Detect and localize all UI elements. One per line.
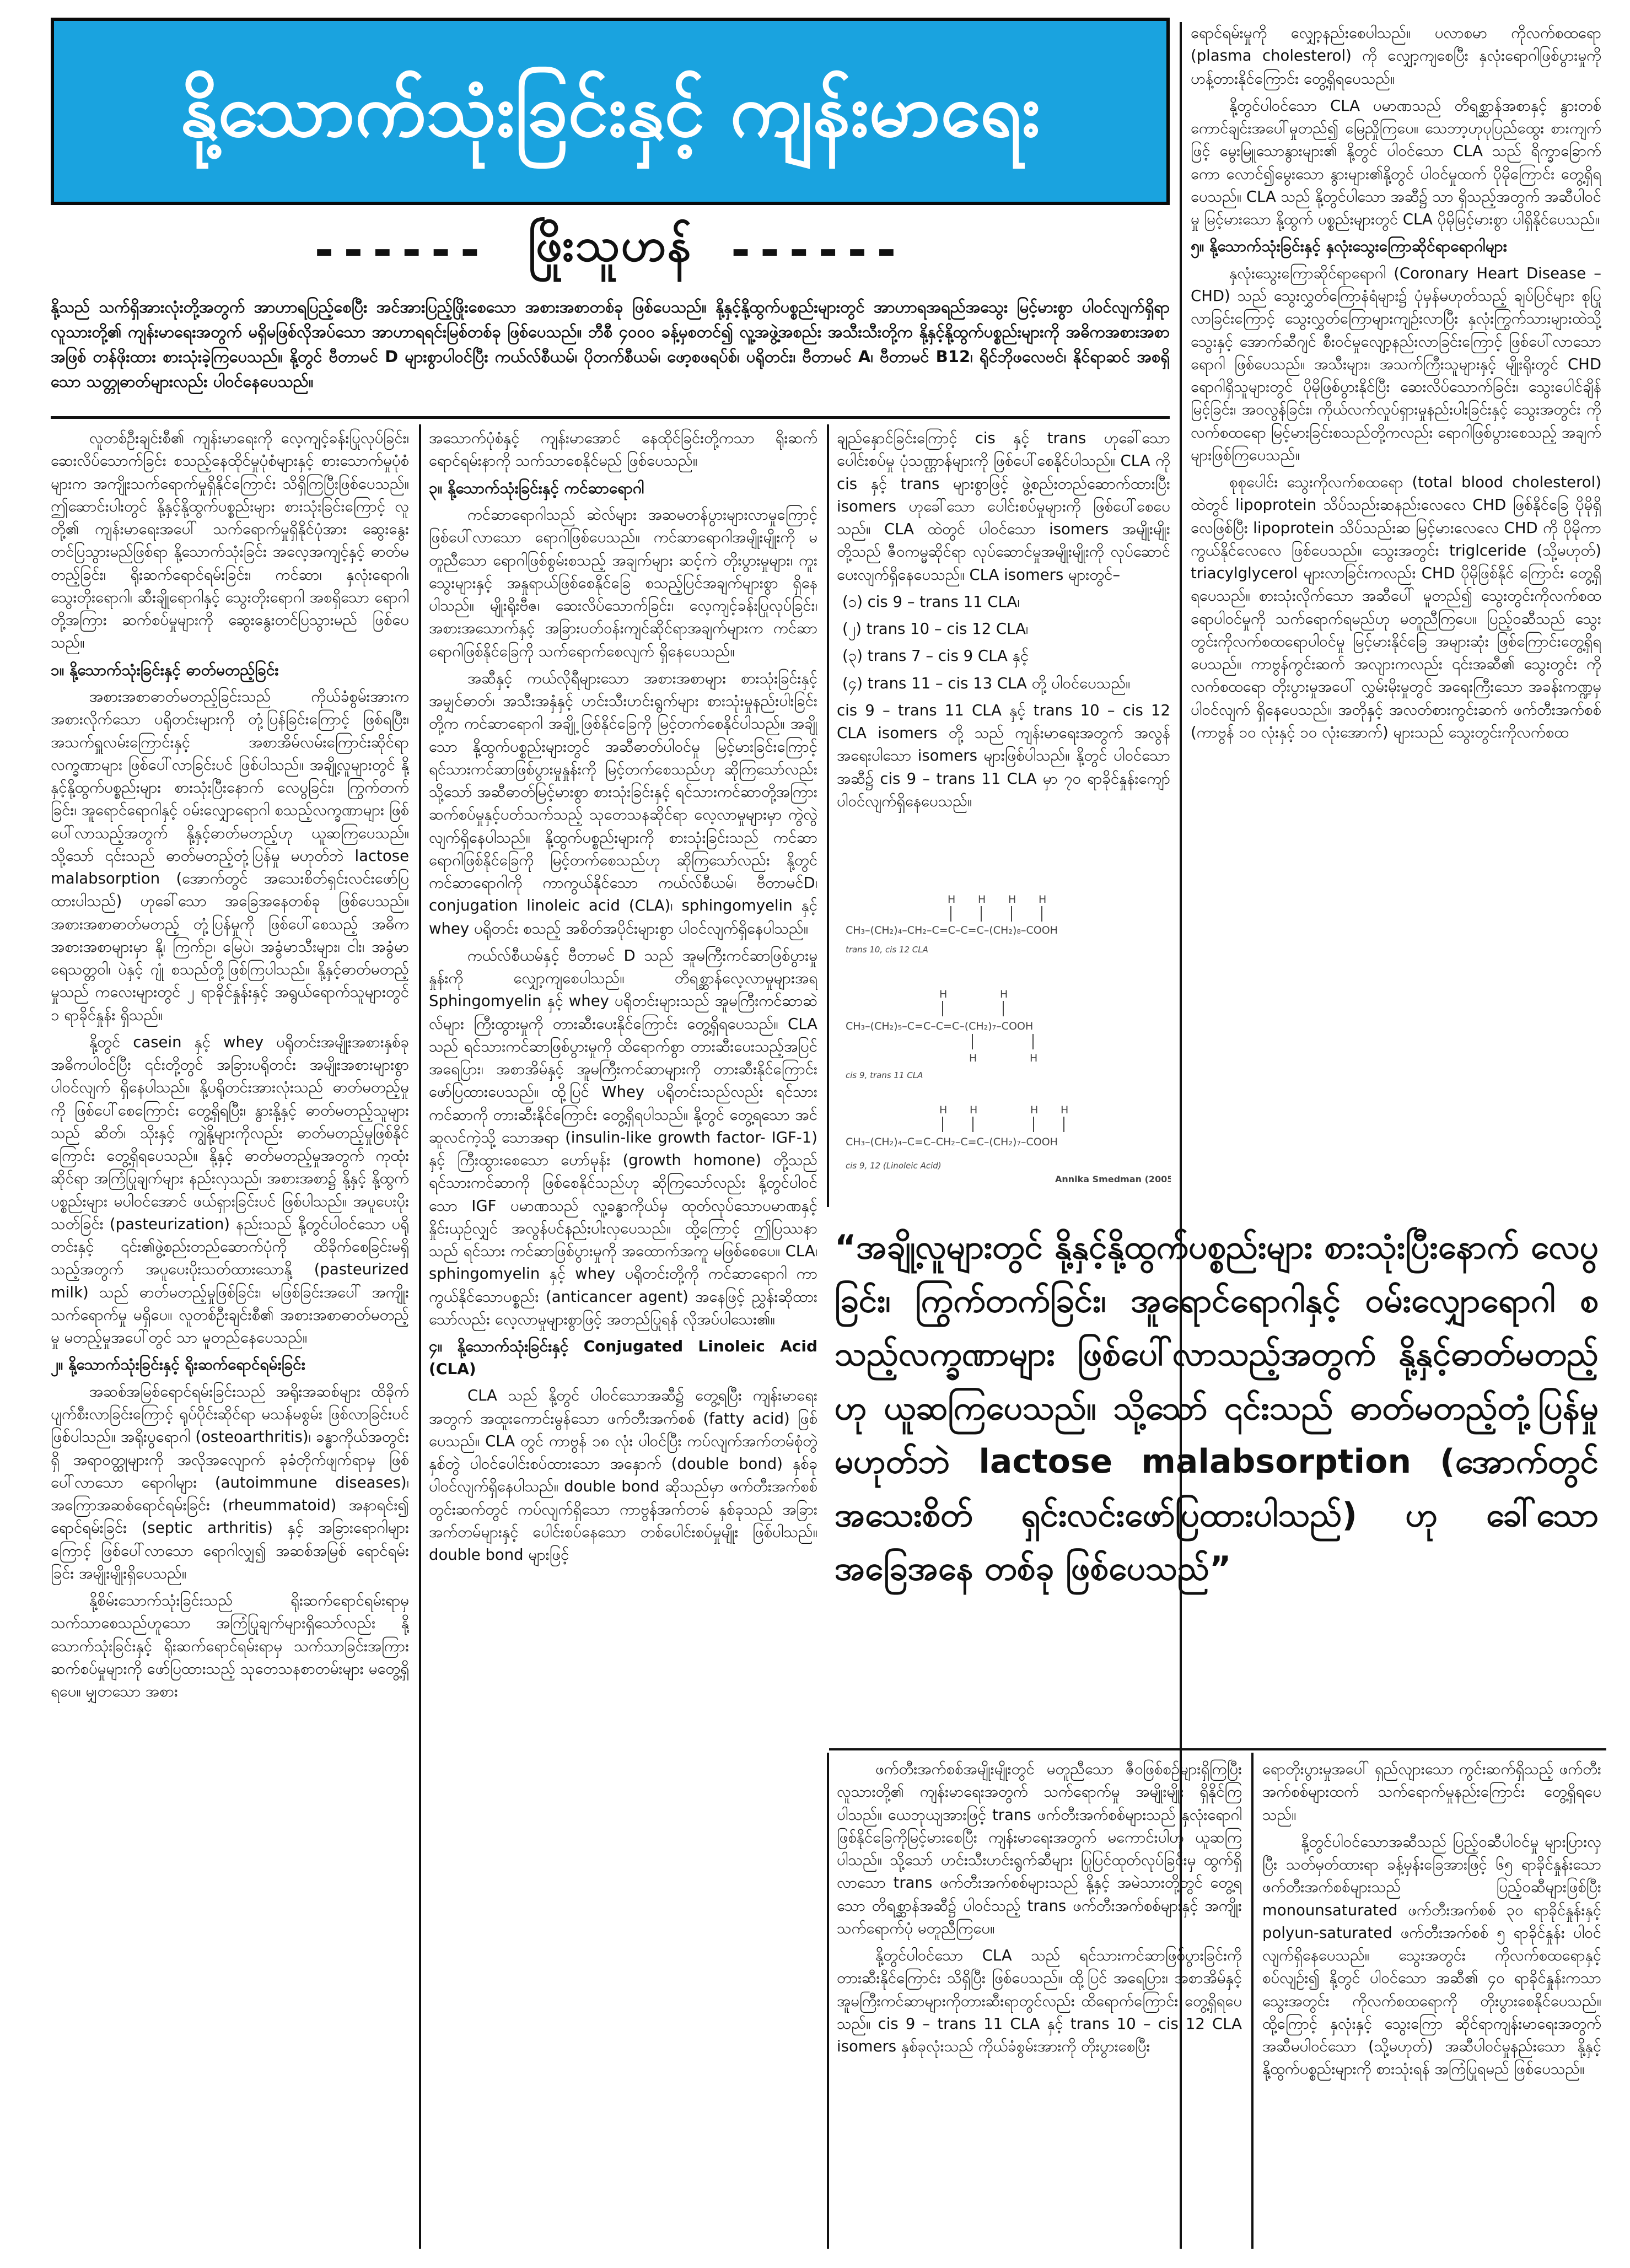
byline-dashes-left: ------ xyxy=(314,223,489,277)
col2-paragraph-4: ကယ်လ်စီယမ်နှင့် ဗီတာမင် D သည် အူမကြီးကင်ဆာဖြစ်ပွားမှုနှုန်းကို လျှော့ကျစေပါသည်။ တိရစ္ဆာန်လေ့လာမှုများအရ Sphingomyelin နှင့် whey ပရိုတင်းများသည် အူမကြီးကင်ဆာဆဲလ်များ ကြီးထွားမှုကို တားဆီးပေးနိုင်ကြောင်း တွေ့ရှိရပေသည်။ CLA သည် ရင်သားကင်ဆာဖြစ်ပွားမှုကို ထိရောက်စွာ တားဆီးပေးသည့်အပြင် အရေပြား၊ အစာအိမ်နှင့် အူမကြီးကင်ဆာများကို တားဆီးနိုင်ကြောင်း ဖော်ပြထားပေသည်။ ထို့ပြင် Whey ပရိုတင်းသည်လည်း ရင်သားကင်ဆာကို တားဆီးနိုင်ကြောင်း တွေ့ရှိရပါသည်။ နို့တွင် တွေ့ရသော အင်ဆူလင်ကဲ့သို့ သောအရာ (insulin-like growth factor- IGF-1) နှင့် ကြီးထွားစေသော ဟော်မုန်း (growth homone) တို့သည် ရင်သားကင်ဆာကို ဖြစ်စေနိုင်သည်ဟု ဆိုကြသော်လည်း နို့တွင်ပါဝင်သော IGF ပမာဏသည် လူ့ခန္ဓာကိုယ်မှ ထုတ်လုပ်သောပမာဏနှင့် နှိုင်းယှဉ်လျှင် အလွန်ပင်နည်းပါးလှပေသည်။ ထို့ကြောင့် ဤပြဿနာသည် ရင်သား ကင်ဆာဖြစ်ပွားမှုကို အထောက်အကူ မဖြစ်စေပေ။ CLA၊ sphingomyelin နှင့် whey ပရိုတင်းတို့ကို ကင်ဆာရောဂါ ကာကွယ်နိုင်သောပစ္စည်း (anticancer agent) အနေဖြင့် ညွှန်းဆိုထားသော်လည်း လေ့လာမှုများစွာဖြင့် အတည်ပြုရန် လိုအပ်ပါသေး၏။ xyxy=(429,946,817,1328)
svg-text:H: H xyxy=(970,1104,978,1116)
bottom4-paragraph-1: ရောတိုးပွားမှုအပေါ် ရှည်လျားသော ကွင်းဆက်ရှိသည့် ဖက်တီးအက်စစ်များထက် သက်ရောက်မှုနည်းကြောင်း တွေ့ရှိရပေသည်။ xyxy=(1262,1760,1601,1824)
col4-paragraph-2: နို့တွင်ပါဝင်သော CLA ပမာဏသည် တိရစ္ဆာန်အစာနှင့် နွားတစ်ကောင်ချင်းအပေါ်မှုတည်၍ မြေညှိုကြပေ။ သေဘာ့ဟုပုပြည်ထွေး စားကျက်ဖြင့် မွေးမြူသောနွားများ၏ နို့တွင် ပါဝင်သော CLA သည် ရိက္ခာခြောက်ကော လောင်၍မွေးသော နွားများ၏နို့တွင် ပါဝင်မှုထက် ပိုမိုကြောင်း တွေ့ရှိရပေသည်။ CLA သည် နို့တွင်ပါသော အဆီ၌ သာ ရှိသည့်အတွက် အဆီပါဝင်မှု မြင့်မားသော နို့ထွက် ပစ္စည်းများတွင် CLA ပိုမိုမြင့်မားစွာ ပါရှိနိုင်ပေသည်။ xyxy=(1191,96,1601,228)
section-heading-1: ၁။ နို့သောက်သုံးခြင်းနှင့် ဓာတ်မတည့်ခြင်း xyxy=(51,660,279,679)
col2-paragraph-2: ကင်ဆာရောဂါသည် ဆဲလ်များ အဆမတန်ပွားများလာမှုကြောင့် ဖြစ်ပေါ်လာသော ရောဂါဖြစ်ပေသည်။ ကင်ဆာရောဂါအမျိုးမျိုးကို မတူညီသော ရောဂါဖြစ်စွမ်းစသည့် အချက်များ ဆင့်ကဲ တိုးပွားမှုများ၊ ကူးသွေးများနှင့် အနှုရာယ်ဖြစ်စေနိုင်ခြေ စသည့်ပြင်အချက်များစွာ ရှိနေပါသည်။ မျိုးရိုးဗီဇ၊ ဆေးလိပ်သောက်ခြင်း၊ လေ့ကျင့်ခန်းပြုလုပ်ခြင်း၊ အစားအသောက်နှင့် အခြားပတ်ဝန်းကျင်ဆိုင်ရာအချက်များက ကင်ဆာရောဂါဖြစ်နိုင်ခြေကို သက်ရောက်စေလျက် ရှိနေပေသည်။ xyxy=(429,506,817,660)
column-3 xyxy=(837,427,1170,879)
svg-text:H: H xyxy=(978,893,986,906)
isomer-list-item: (၄) trans 11 – cis 13 CLA တို့ ပါဝင်ပေသည်။ xyxy=(842,674,1131,692)
formula-trans10-cis12: CH₃–(CH₂)₄–CH₂–C=C–C=C–(CH₂)₈–COOH xyxy=(846,924,1058,936)
svg-text:H: H xyxy=(939,988,948,1000)
col2-paragraph-1: အသောက်ပုံစံနှင့် ကျန်းမာအောင် နေထိုင်ခြင်းတို့ကသာ ရိုးဆက်ရောင်ရမ်းနာကို သက်သာစေနိုင်မည် ဖြစ်ပေသည်။ xyxy=(429,429,817,470)
formula-label-1: trans 10, cis 12 CLA xyxy=(846,945,928,955)
col2-paragraph-3: အဆီနှင့် ကယ်လိုရီများသော အစားအစာများ စားသုံးခြင်းနှင့် အမျှင်ဓာတ်၊ အသီးအနှံနှင့် ဟင်းသီးဟင်းရွက်များ စားသုံးမှုနည်းပါးခြင်းတို့က ကင်ဆာရောဂါ အချို့ ဖြစ်နိုင်ခြေကို မြင့်တက်စေနိုင်ပါသည်။ အချို့သော နို့ထွက်ပစ္စည်းများတွင် အဆီဓာတ်ပါဝင်မှု မြင့်မားခြင်းကြောင့် ရင်သားကင်ဆာဖြစ်ပွားမှုနှုန်းကို မြင့်တက်စေသည်ဟု ဆိုကြသော်လည်း သို့သော် အဆီဓာတ်မြင့်မားစွာ စားသုံးခြင်းနှင့် ရင်သားကင်ဆာတို့အကြား ဆက်စပ်မှုနှင့်ပတ်သက်သည့် သုတေသနဆိုင်ရာ လေ့လာမှုများမှာ ကွဲလွဲလျက်ရှိနေပါသည်။ နို့ထွက်ပစ္စည်းများကို စားသုံးခြင်းသည် ကင်ဆာရောဂါဖြစ်နိုင်ခြေကို မြင့်တက်စေသည်ဟု ဆိုကြသော်လည်း နို့တွင် ကင်ဆာရောဂါကို ကာကွယ်နိုင်သော ကယ်လ်စီယမ်၊ ဗီတာမင်D၊ conjugation linoleic acid (CLA)၊ sphingomyelin နှင့် whey ပရိုတင်း စသည့် အစိတ်အပိုင်းများစွာ ပါဝင်လျက်ရှိနေပါသည်။ xyxy=(429,669,817,938)
col3-paragraph-2: cis 9 – trans 11 CLA နှင့် trans 10 – cis 12 CLA isomers တို့ သည် ကျန်းမာရေးအတွက် အလွန်အရေးပါသော isomers များဖြစ်ပါသည်။ နို့တွင် ပါဝင်သောအဆီ၌ cis 9 – trans 11 CLA မှာ ၇၀ ရာခိုင်နှုန်းကျော်ပါဝင်လျက်ရှိနေပေသည်။ xyxy=(837,701,1170,810)
col4-paragraph-4: စုစုပေါင်း သွေးကိုလက်စထရော (total blood cholesterol) ထဲတွင် lipoprotein သိပ်သည်းဆနည်းလေလေ CHD ဖြစ်နိုင်ခြေ ပိုမိုရှိလေဖြစ်ပြီး lipoprotein သိပ်သည်းဆ မြင့်မားလေလေ CHD ကို ပိုမိုကာကွယ်နိုင်လေလေ ဖြစ်ပေသည်။ သွေးအတွင်း triglceride (သို့မဟုတ်) triacylglycerol များလာခြင်းကလည်း CHD ပိုမိုဖြစ်နိုင် ကြောင်း တွေ့ရှိရပေသည်။ စားသုံးလိုက်သော အဆီပေါ် မူတည်၍ သွေးတွင်းကိုလက်စထရောပါဝင်မှုကို သက်ရောက်ရမည်ဟု မတူညီကြပေ။ ပြည့်ဝဆီသည် သွေးတွင်းကိုလက်စထရောပါဝင်မှု မြင့်မားနိုင်ခြေ အများဆုံး ဖြစ်ကြောင်းတွေ့ရှိရပေသည်။ ကာဗွန်ကွင်းဆက် အလျားကလည်း ၎င်းအဆီ၏ သွေးတွင်း ကိုလက်စထရော တိုးပွားမှုအပေါ် လွှမ်းမိုးမှုတွင် အရေးကြီးသော အခန်းကဏ္ဍမှ ပါဝင်လျက် ရှိနေပေသည်။ အတိုနှင့် အလတ်စားကွင်းဆက် ဖက်တီးအက်စစ် (ကာဗွန် ၁၀ လုံးနှင့် ၁၀ လုံးအောက်) များသည် သွေးတွင်းကိုလက်စထ xyxy=(1191,473,1601,741)
col1-paragraph-2: အစားအစာဓာတ်မတည့်ခြင်းသည် ကိုယ်ခံစွမ်းအားက အစားလိုက်သော ပရိုတင်းများကို တုံ့ပြန်ခြင်းကြောင့် ဖြစ်ရပြီး၊ အသက်ရှူလမ်းကြောင်းနှင့် အစာအိမ်လမ်းကြောင်းဆိုင်ရာ လက္ခဏာများ ဖြစ်ပေါ်လာခြင်းပင် ဖြစ်ပါသည်။ အချို့လူများတွင် နို့နှင့်နို့ထွက်ပစ္စည်းများ စားသုံးပြီးနောက် လေပွခြင်း၊ ကြွက်တက်ခြင်း၊ အူရောင်ရောဂါနှင့် ဝမ်းလျှောရောဂါ စသည့်လက္ခဏာများ ဖြစ်ပေါ်လာသည့်အတွက် နို့နှင့်ဓာတ်မတည့်ဟု ယူဆကြပေသည်။ သို့သော် ၎င်းသည် ဓာတ်မတည့်တုံ့ပြန်မှု မဟုတ်ဘဲ lactose malabsorption (အောက်တွင် အသေးစိတ်ရှင်းလင်းဖော်ပြထားပါသည်) ဟုခေါ်သော အခြေအနေတစ်ခု ဖြစ်ပေသည်။ အစားအစာဓာတ်မတည့် တုံ့ပြန်မှုကို ဖြစ်ပေါ်စေသည့် အဓိက အစားအစာများမှာ နို့၊ ကြက်ဥ၊ မြေပဲ၊ အခွံမာသီးများ၊ ငါး၊ အခွံမာ ရေသတ္တဝါ၊ ပဲနှင့် ဂျုံ စသည်တို့ဖြစ်ကြပါသည်။ နို့နှင့်ဓာတ်မတည့်မှုသည် ကလေးများတွင် ၂ ရာခိုင်နှုန်းနှင့် အရွယ်ရောက်သူများတွင် ၁ ရာခိုင်နှုန်း ရှိသည်။ xyxy=(51,688,409,1024)
svg-text:H: H xyxy=(1030,1052,1038,1064)
column-divider-2 xyxy=(827,424,829,1207)
col2-paragraph-5: CLA သည် နို့တွင် ပါဝင်သောအဆီ၌ တွေ့ရပြီး ကျန်းမာရေးအတွက် အထူးကောင်းမွန်သော ဖက်တီးအက်စစ် (fatty acid) ဖြစ်ပေသည်။ CLA တွင် ကာဗွန် ၁၈ လုံး ပါဝင်ပြီး ကပ်လျက်အက်တမ်စုံတွဲနှစ်တွဲ ပါဝင်ပေါင်းစပ်ထားသော အနှောက် (double bond) နှစ်ခုပါဝင်လျက်ရှိနေပါသည်။ double bond ဆိုသည်မှာ ဖက်တီးအက်စစ်တွင်းဆက်တွင် ကပ်လျက်ရှိသော ကာဗွန်အက်တမ် နှစ်ခုသည် အခြားအက်တမ်များနှင့် ပေါင်းစပ်နေသော တစ်ပေါင်းစပ်မှုမျိုး ဖြစ်ပါသည်။ double bond များဖြင့် xyxy=(429,1387,817,1564)
isomer-list-item: (၃) trans 7 – cis 9 CLA နှင့် xyxy=(842,647,1029,665)
col1-paragraph-5: နို့စိမ်းသောက်သုံးခြင်းသည် ရိုးဆက်ရောင်ရမ်းရာမှ သက်သာစေသည်ဟူသော အကြံပြုချက်များရှိသော်လည်း နို့သောက်သုံးခြင်းနှင့် ရိုးဆက်ရောင်ရမ်းရာမှ သက်သာခြင်းအကြား ဆက်စပ်မှုများကို ဖော်ပြထားသည့် သုတေသနစာတမ်းများ မတွေ့ရှိရပေ။ မျှတသော အစား xyxy=(51,1592,409,1701)
svg-text:H: H xyxy=(1000,988,1008,1000)
bottom3-paragraph-2: နို့တွင်ပါဝင်သော CLA သည် ရင်သားကင်ဆာဖြစ်ပွားခြင်းကို တားဆီးနိုင်ကြောင်း သိရှိပြီး ဖြစ်ပေသည်။ ထို့ပြင် အရေပြား၊ အစာအိမ်နှင့် အူမကြီးကင်ဆာများကိုတားဆီးရာတွင်လည်း ထိရောက်ကြောင်း တွေ့ရှိရပေသည်။ cis 9 – trans 11 CLA နှင့် trans 10 – cis 12 CLA isomers နှစ်ခုလုံးသည် ကိုယ်ခံစွမ်းအားကို တိုးပွားစေပြီး xyxy=(837,1947,1242,2055)
bottom-column-3 xyxy=(837,1758,1242,2249)
col3-paragraph-1: ချည်နှောင်ခြင်းကြောင့် cis နှင့် trans ဟုခေါ်သော ပေါင်းစပ်မှု ပုံသဏ္ဌာန်များကို ဖြစ်ပေါ်စေနိုင်ပါသည်။ CLA ကို cis နှင့် trans များစွာဖြင့် ဖွဲ့စည်းတည်ဆောက်ထားပြီး isomers ဟုခေါ်သော ပေါင်းစပ်မှုများကို ဖြစ်ပေါ်စေပေသည်။ CLA ထဲတွင် ပါဝင်သော isomers အမျိုးမျိုးတို့သည် ဇီဝကမ္မဆိုင်ရာ လုပ်ဆောင်မှုအမျိုးမျိုးကို လုပ်ဆောင်ပေးလျက်ရှိနေပေသည်။ CLA isomers များတွင်– xyxy=(837,429,1170,584)
isomer-list-item: (၁) cis 9 – trans 11 CLA၊ xyxy=(842,592,1020,611)
section-heading-5: ၅။ နို့သောက်သုံးခြင်းနှင့် နှလုံးသွေးကြောဆိုင်ရာရောဂါများ xyxy=(1191,237,1507,256)
formula-label-3: cis 9, 12 (Linoleic Acid) xyxy=(846,1161,942,1171)
isomer-list-item: (၂) trans 10 – cis 12 CLA၊ xyxy=(842,620,1029,638)
svg-text:H: H xyxy=(939,1104,948,1116)
col1-paragraph-1: လူတစ်ဦးချင်းစီ၏ ကျန်းမာရေးကို လေ့ကျင့်ခန်းပြုလုပ်ခြင်း၊ ဆေးလိပ်သောက်ခြင်း စသည့်နေထိုင်မှုပုံစံများနှင့် စားသောက်မှုပုံစံများက အကျိုးသက်ရောက်မှုရှိနိုင်ကြောင်း သိရှိကြပြီးဖြစ်ပေသည်။ ဤဆောင်းပါးတွင် နို့နှင့်နို့ထွက်ပစ္စည်းများ စားသုံးခြင်းကြောင့် လူတို့၏ ကျန်းမာရေးအပေါ် သက်ရောက်မှုရှိနိုင်ပုံအား ဆွေးနွေးတင်ပြသွားမည်ဖြစ်ရာ နို့သောက်သုံးခြင်း အလေ့အကျင့်နှင့် ဓာတ်မတည့်ခြင်း၊ ရိုးဆက်ရောင်ရမ်းခြင်း၊ ကင်ဆာ၊ နှလုံးရောဂါ၊ သွေးတိုးရောဂါ၊ ဆီးချိုရောဂါနှင့် သွေးတိုးရောဂါ အစရှိသော ရောဂါတို့အကြား ဆက်စပ်မှုများကို ဆွေးနွေးတင်ပြသွားမည် ဖြစ်ပေသည်။ xyxy=(51,429,409,652)
svg-text:H: H xyxy=(1030,1104,1039,1116)
column-divider-2b xyxy=(827,1753,829,2249)
col4-paragraph-1: ရောင်ရမ်းမှုကို လျှော့နည်းစေပါသည်။ ပလာစမာ ကိုလက်စထရော (plasma cholesterol) ကို လျှော့ကျစေပြီး နှလုံးရောဂါဖြစ်ပွားမှုကို ဟန့်တားနိုင်ကြောင်း တွေ့ရှိရပေသည်။ xyxy=(1191,24,1601,88)
bottom-column-4 xyxy=(1262,1758,1601,2249)
byline xyxy=(51,208,1170,291)
section-heading-3: ၃။ နို့သောက်သုံးခြင်းနှင့် ကင်ဆာရောဂါ xyxy=(429,478,644,497)
intro-divider xyxy=(51,416,1170,419)
section-heading-4: ၄။ နို့သောက်သုံးခြင်းနှင့် Conjugated Linoleic Acid (CLA) xyxy=(429,1337,817,1378)
bottom4-paragraph-2: နို့တွင်ပါဝင်သောအဆီသည် ပြည့်ဝဆီပါဝင်မှု များပြားလှပြီး သတ်မှတ်ထားရာ ခန့်မှန်းခြေအားဖြင့် ၆၅ ရာခိုင်နှုန်းသော ဖက်တီးအက်စစ်များသည် ပြည့်ဝဆီများဖြစ်ပြီး monounsaturated ဖက်တီးအက်စစ် ၃၀ ရာခိုင်နှုန်းနှင့် polyun-saturated ဖက်တီးအက်စစ် ၅ ရာခိုင်နှုန်း ပါဝင်လျက်ရှိနေပေသည်။ သွေးအတွင်း ကိုလက်စထရောနှင့်စပ်လျဉ်း၍ နို့တွင် ပါဝင်သော အဆီ၏ ၄၀ ရာခိုင်နှုန်းကသာ သွေးအတွင်း ကိုလက်စထရောကို တိုးပွားစေနိုင်ပေသည်။ ထို့ကြောင့် နှလုံးနှင့် သွေးကြော ဆိုင်ရာကျန်းမာရေးအတွက် အဆီမပါဝင်သော (သို့မဟုတ်) အဆီပါဝင်မှုနည်းသော နို့နှင့် နို့ထွက်ပစ္စည်းများကို စားသုံးရန် အကြံပြုရမည် ဖြစ်ပေသည်။ xyxy=(1262,1833,1601,2078)
svg-text:H: H xyxy=(969,1052,977,1064)
byline-dashes-right: ------ xyxy=(731,223,906,277)
pull-quote: “အချို့လူများတွင် နို့နှင့်နို့ထွက်ပစ္စည်းများ စားသုံးပြီးနောက် လေပွခြင်း၊ ကြွက်တက်ခြင်း၊ အူရောင်ရောဂါနှင့် ဝမ်းလျှောရောဂါ စသည့်လက္ခဏာများ ဖြစ်ပေါ်လာသည့်အတွက် နို့နှင့်ဓာတ်မတည့်ဟု ယူဆကြပေသည်။ သို့သော် ၎င်းသည် ဓာတ်မတည့်တုံ့ပြန်မှု မဟုတ်ဘဲ lactose malabsorption (အောက်တွင် အသေးစိတ် ရှင်းလင်းဖော်ပြထားပါသည်) ဟု ခေါ်သော အခြေအနေ တစ်ခု ဖြစ်ပေသည်” xyxy=(835,1228,1599,1588)
section-heading-2: ၂။ နို့သောက်သုံးခြင်းနှင့် ရိုးဆက်ရောင်ရမ်းခြင်း xyxy=(51,1355,305,1374)
column-2 xyxy=(429,427,817,2246)
column-1 xyxy=(51,427,409,2246)
column-4 xyxy=(1191,22,1601,1213)
col1-paragraph-4: အဆစ်အမြစ်ရောင်ရမ်းခြင်းသည် အရိုးအဆစ်များ ထိခိုက်ပျက်စီးလာခြင်းကြောင့် ရုပ်ပိုင်းဆိုင်ရာ မသန်မစွမ်း ဖြစ်လာခြင်းပင် ဖြစ်ပါသည်။ အရိုးပွရောဂါ (osteoarthritis)၊ ခန္ဓာကိုယ်အတွင်းရှိ အရာဝတ္ထုများကို အလိုအလျောက် ခုခံတိုက်ဖျက်ရာမှ ဖြစ်ပေါ်လာသော ရောဂါများ (autoimmune diseases)၊ အကြောအဆစ်ရောင်ရမ်းခြင်း (rheummatoid) အနာရင်း၍ ရောင်ရမ်းခြင်း (septic arthritis) နှင့် အခြားရောဂါများကြောင့် ဖြစ်ပေါ်လာသော ရောဂါလျှ၍ အဆစ်အမြစ် ရောင်ရမ်းခြင်း အမျိုးမျိုးရှိပေသည်။ xyxy=(51,1382,409,1582)
formula-linoleic: CH₃–(CH₂)₄–C=C–CH₂–C=C–(CH₂)₇–COOH xyxy=(846,1136,1058,1148)
svg-text:H: H xyxy=(1039,893,1047,906)
col4-paragraph-3: နှလုံးသွေးကြောဆိုင်ရာရောဂါ (Coronary Heart Disease – CHD) သည် သွေးလွှတ်ကြောနံရံများ၌ ပုံမှန်မဟုတ်သည့် ချပ်ပြင်များ စုပြုလာခြင်းကြောင့် သွေးလွှတ်ကြောများကျဉ်းလာပြီး နှလုံးကြွက်သားများထဲသို့ သွေးနှင့် အောက်ဆီဂျင် စီးဝင်မှုလျော့နည်းလာခြင်းကြောင့် ဖြစ်ပေါ်လာသောရောဂါ ဖြစ်ပေသည်။ အသီးများ၊ အသက်ကြီးသူများနှင့် မျိုးရိုးတွင် CHD ရောဂါရှိသူများတွင် ပိုမိုဖြစ်ပွားနိုင်ပြီး ဆေးလိပ်သောက်ခြင်း၊ သွေးပေါင်ချိန်မြင့်ခြင်း၊ အဝလွန်ခြင်း၊ ကိုယ်လက်လှုပ်ရှားမှုနည်းပါးခြင်းနှင့် သွေးအတွင်း ကိုလက်စထရော မြင့်မားခြင်းစသည်တို့ကလည်း ရောဂါဖြစ်ပွားစေသည့် အချက်များဖြစ်ကြပေသည်။ xyxy=(1191,264,1601,464)
svg-text:H: H xyxy=(1061,1104,1069,1116)
bottom3-paragraph-1: ဖက်တီးအက်စစ်အမျိုးမျိုးတွင် မတူညီသော ဇီဝဖြစ်စဉ်များရှိကြပြီး လူသားတို့၏ ကျန်းမာရေးအတွက် သက်ရောက်မှု အမျိုးမျိုး ရှိနိုင်ကြပါသည်။ ယေဘုယျအားဖြင့် trans ဖက်တီးအက်စစ်များသည် နှလုံးရောဂါဖြစ်နိုင်ခြေကိုမြင့်မားစေပြီး ကျန်းမာရေးအတွက် မကောင်းပါဟု ယူဆကြပါသည်။ သို့သော် ဟင်းသီးဟင်းရွက်ဆီများ ပြုပြင်ထုတ်လုပ်ခြင်းမှ ထွက်ရှိလာသော trans ဖက်တီးအက်စစ်များသည် နို့နှင့် အမဲသားတို့တွင် တွေ့ရသော တိရစ္ဆာန်အဆီ၌ ပါဝင်သည့် trans ဖက်တီးအက်စစ်များနှင့် အကျိုးသက်ရောက်ပုံ မတူညီကြပေ။ xyxy=(837,1760,1242,1937)
intro-paragraph: နို့သည် သက်ရှိအားလုံးတို့အတွက် အာဟာရပြည့်စေပြီး အင်အားပြည့်ဖြိုးစေသော အစားအစာတစ်ခု ဖြစ်ပေသည်။ နို့နှင့်နို့ထွက်ပစ္စည်းများတွင် အာဟာရအရည်အသွေး မြင့်မားစွာ ပါဝင်လျက်ရှိရာ လူသားတို့၏ ကျန်းမာရေးအတွက် မရှိမဖြစ်လိုအပ်သော အာဟာရရင်းမြစ်တစ်ခု ဖြစ်ပေသည်။ ဘီစီ ၄၀၀၀ ခန့်မှစတင်၍ လူ့အဖွဲ့အစည်း အသီးသီးတို့က နို့နှင့်နို့ထွက်ပစ္စည်းများကို အဓိကအစားအစာအဖြစ် တန်ဖိုးထား စားသုံးခဲ့ကြပေသည်။ နို့တွင် ဗီတာမင် D များစွာပါဝင်ပြီး ကယ်လ်စီယမ်၊ ပိုတက်စီယမ်၊ ဖော့စဖရပ်စ်၊ ပရိုတင်း၊ ဗီတာမင် A၊ ဗီတာမင် B12၊ ရိုင်ဘိုဖလေဗင်၊ နိုင်ရာဆင် အစရှိသော သတ္တုဓာတ်များလည်း ပါဝင်နေပေသည်။ xyxy=(51,298,1170,391)
formula-cis9-trans11: CH₃–(CH₂)₅–C=C–C=C–(CH₂)₇–COOH xyxy=(846,1020,1034,1032)
h-atom-label: H xyxy=(948,893,956,906)
title-banner xyxy=(51,18,1170,205)
quote-divider xyxy=(829,1748,1606,1750)
col1-paragraph-3: နို့တွင် casein နှင့် whey ပရိုတင်းအမျိုးအစားနှစ်ခု အဓိကပါဝင်ပြီး ၎င်းတို့တွင် အခြားပရိုတင်း အမျိုးအစားများစွာ ပါဝင်လျက် ရှိနေပါသည်။ နို့ပရိုတင်းအားလုံးသည် ဓာတ်မတည့်မှုကို ဖြစ်ပေါ်စေကြောင်း တွေ့ရှိရပြီး၊ နွားနို့နှင့် ဓာတ်မတည့်သူများသည် ဆိတ်၊ သိုးနှင့် ကျွဲနို့များကိုလည်း ဓာတ်မတည့်မှုဖြစ်နိုင်ကြောင်း တွေ့ရှိရပေသည်။ နို့နှင့် ဓာတ်မတည့်မှုအတွက် ကုထုံးဆိုင်ရာ အကြံပြုချက်များ နည်းလှသည်၊ အစားအစာ၌ နို့နှင့် နို့ထွက်ပစ္စည်းများ မပါဝင်အောင် ဖယ်ရှားခြင်းပင် ဖြစ်ပါသည်။ အပူပေးပိုးသတ်ခြင်း (pasteurization) နည်းသည် နို့တွင်ပါဝင်သော ပရိုတင်းနှင့် ၎င်း၏ဖွဲ့စည်းတည်ဆောက်ပုံကို ထိခိုက်စေခြင်းမရှိသည့်အတွက် အပူပေးပိုးသတ်ထားသောနို့ (pasteurized milk) သည် ဓာတ်မတည့်မှုဖြစ်ခြင်း၊ မဖြစ်ခြင်းအပေါ် အကျိုးသက်ရောက်မှု မရှိပေ။ လူတစ်ဦးချင်းစီ၏ အစားအစာဓာတ်မတည့်မှု မတည့်မှုအပေါ်တွင် သာ မူတည်နေပေသည်။ xyxy=(51,1033,409,1347)
author-name: ဖြိုးသူဟန် xyxy=(528,218,693,272)
formula-label-2: cis 9, trans 11 CLA xyxy=(846,1070,923,1080)
article-title: နို့သောက်သုံးခြင်းနှင့် ကျန်းမာရေး xyxy=(180,68,1040,154)
cla-structure-figure xyxy=(840,882,1171,1190)
column-divider-1 xyxy=(419,424,421,2249)
svg-text:H: H xyxy=(1008,893,1016,906)
column-divider-3b xyxy=(1251,1753,1254,2249)
figure-credit: Annika Smedman (2005) xyxy=(1055,1174,1171,1184)
structure-diagram xyxy=(840,882,1171,1190)
